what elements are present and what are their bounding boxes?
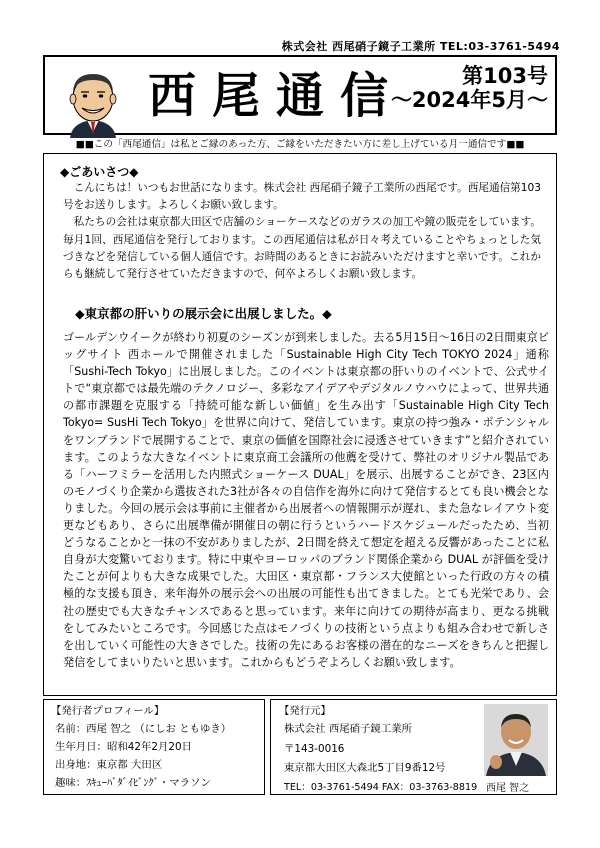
- issue-info: [391, 64, 548, 112]
- publisher-company: 株式会社 西尾硝子鏡工業所: [284, 723, 412, 735]
- caricature-icon: [60, 66, 126, 138]
- publisher-postal: 〒143-0016: [284, 743, 345, 755]
- article-heading: ◆東京都の肝いりの展示会に出展しました。◆: [75, 306, 332, 321]
- profile-name: 名前：西尾 智之 （にしお ともゆき）: [55, 723, 232, 735]
- profile-birthplace: 出身地：東京都 大田区: [55, 759, 163, 771]
- publisher-heading: 【発行元】: [279, 705, 331, 717]
- publisher-address: 東京都大田区大森北5丁目9番12号: [284, 762, 446, 774]
- issue-number: 第103号: [462, 64, 548, 88]
- profile-birthday: 生年月日：昭和42年2月20日: [55, 741, 192, 753]
- greeting-paragraph-2: 私たちの会社は東京都大田区で店舗のショーケースなどのガラスの加工や鏡の販売をしています。毎月1回、西尾通信を発行しております。この西尾通信は私が日々考えていることやちょっとした気づきなどを発信している個人通信です。お時間のあるときにお読みいただけますと幸いです。これからも継続して発行させていただきますので、何卒よろしくお願い致します。: [63, 216, 541, 281]
- profile-heading: 【発行者プロフィール】: [51, 705, 165, 717]
- issue-date: 〜2024年5月〜: [390, 88, 548, 112]
- newsletter-title: 西尾通信: [148, 68, 405, 124]
- author-photo-icon: [484, 704, 548, 776]
- greeting-heading: ◆ごあいさつ◆: [60, 165, 139, 179]
- tagline: ■■この「西尾通信」は私とご縁のあった方、ご縁をいただきたい方に差し上げている月一通信です■■: [75, 139, 525, 150]
- greeting-paragraph-1: こんにちは！いつもお世話になります。株式会社 西尾硝子鏡子工業所の西尾です。西尾通信第103号をお送りします。よろしくお願い致します。: [63, 182, 541, 212]
- publisher-phone-fax: TEL：03-3761-5494 FAX：03-3763-8819: [284, 782, 478, 793]
- profile-hobby: 趣味：ｽｷｭｰﾊﾞﾀﾞｲﾋﾞﾝｸﾞ・マラソン: [55, 777, 211, 789]
- author-photo-caption: 西尾 智之: [486, 783, 530, 794]
- greeting-text: [63, 180, 541, 283]
- company-contact-line: 株式会社 西尾硝子鏡子工業所 TEL:03-3761-5494: [281, 40, 560, 53]
- article-body: ゴールデンウイークが終わり初夏のシーズンが到来しました。去る5月15日〜16日の2日間東京ビッグサイト 西ホールで開催されました「Sustainable High City Tech TOKYO 2024」通称「Sushi-Tech Tokyo」に出展しました。このイベントは東京都の肝いりのイベントで、公式サイトで“東京都では最先端のテクノロジー、多彩なアイデアやデジタルノウハウによって、世界共通の都市課題を克服する「持続可能な新しい価値」を生み出す「Sustainable High City Tech Tokyo= SusHi Tech Tokyo」を世界に向けて、発信しています。東京の持つ強み・ポテンシャルをワンブランドで展開することで、東京の価値を国際社会に浸透させていきます”と紹介されています。このような大きなイベントに東京商工会議所の他薦を受けて、弊社のオリジナル製品である「ハーフミラーを活用した内照式ショーケース DUAL」を展示、出展することができ、23区内のモノづくり企業から選抜された3社が各々の自信作を海外に向けて発信するとても良い機会となりました。今回の展示会は事前に主催者から出展者への情報開示が遅れ、また急なレイアウト変更などもあり、さらに出展準備が開催日の朝に行うというハードスケジュールだったため、当初どうなることかと一抹の不安がありましたが、2日間を終えて想定を超える反響があったことに私自身が大変驚いております。特に中東やヨーロッパのブランド関係企業から DUAL が評価を受けたことが何よりも大きな成果でした。大田区・東京都・フランス大使館といった行政の方々の積極的な支援も頂き、来年海外の展示会への出展の可能性も出てきました。とても光栄であり、会社の歴史でも大きなチャンスであると思っています。来年に向けての期待が高まり、更なる挑戦をしてみたいところです。今回感じた点はモノづくりの技術という点よりも組み合わせで新しさを出していく可能性の大きさでした。技術の先にあるお客様の潜在的なニーズをきちんと把握し発信をしてまいりたいと思います。これからもどうぞよろしくお願い致します。: [63, 331, 549, 669]
